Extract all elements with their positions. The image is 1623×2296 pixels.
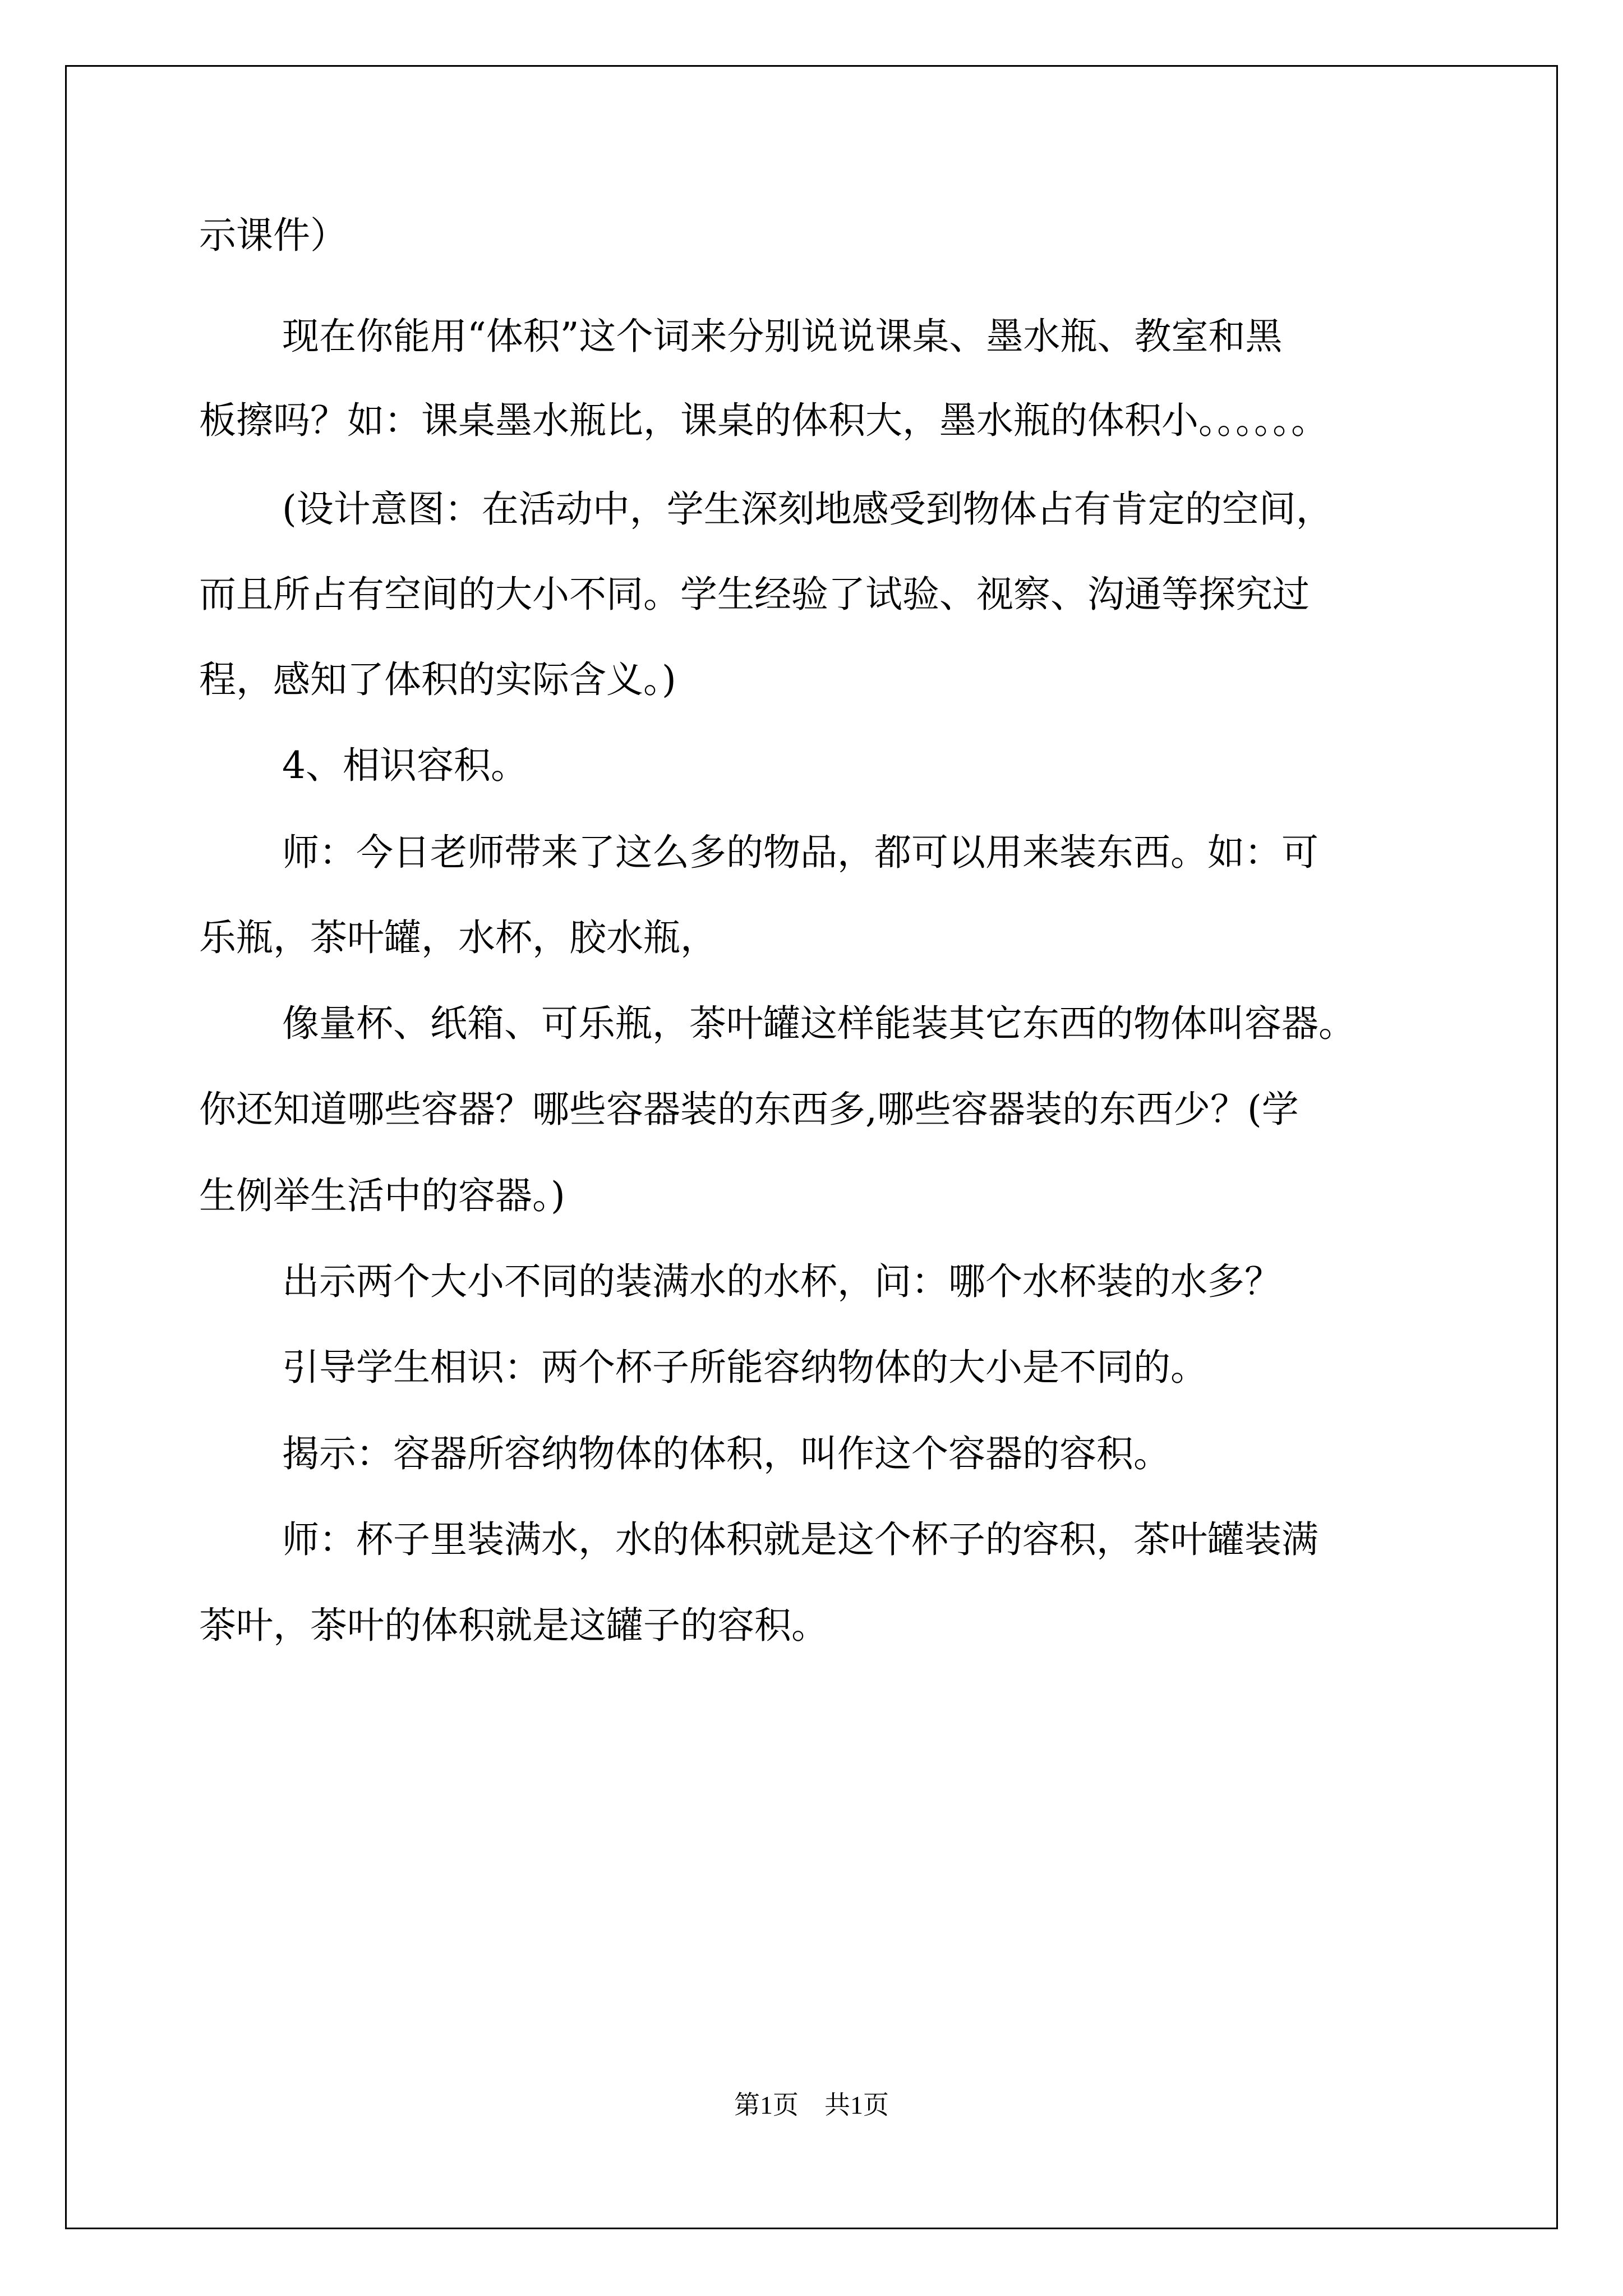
text-line: 板擦吗？如：课桌墨水瓶比，课桌的体积大，墨水瓶的体积小。。。。。。: [199, 399, 1328, 442]
page-footer: 第1页 共1页: [734, 2091, 889, 2119]
text-line: 师：今日老师带来了这么多的物品，都可以用来装东西。如：可: [282, 831, 1318, 874]
text-line: 出示两个大小不同的装满水的水杯，问：哪个水杯装的水多？: [282, 1260, 1281, 1303]
text-line: 4、相识容积。: [282, 744, 528, 787]
text-line: 现在你能用“体积”这个词来分别说说课桌、墨水瓶、教室和黑: [282, 315, 1283, 358]
text-line: 生例举生活中的容器。): [199, 1174, 565, 1217]
text-line: 乐瓶，茶叶罐，水杯，胶水瓶，: [199, 916, 717, 959]
text-line: 你还知道哪些容器？哪些容器装的东西多,哪些容器装的东西少？(学: [199, 1088, 1299, 1131]
text-line: 像量杯、纸箱、可乐瓶，茶叶罐这样能装其它东西的物体叫容器。: [282, 1002, 1355, 1045]
text-line: 程，感知了体积的实际含义。): [199, 658, 676, 701]
text-line: 引导学生相识：两个杯子所能容纳物体的大小是不同的。: [282, 1346, 1207, 1389]
text-line: 示课件）: [199, 214, 347, 257]
text-line: 而且所占有空间的大小不同。学生经验了试验、视察、沟通等探究过: [199, 573, 1310, 616]
text-line: (设计意图：在活动中，学生深刻地感受到物体占有肯定的空间，: [282, 487, 1333, 531]
text-line: 师：杯子里装满水，水的体积就是这个杯子的容积，茶叶罐装满: [282, 1518, 1318, 1561]
text-line: 揭示：容器所容纳物体的体积，叫作这个容器的容积。: [282, 1432, 1170, 1475]
text-line: 茶叶，茶叶的体积就是这罐子的容积。: [199, 1604, 828, 1647]
